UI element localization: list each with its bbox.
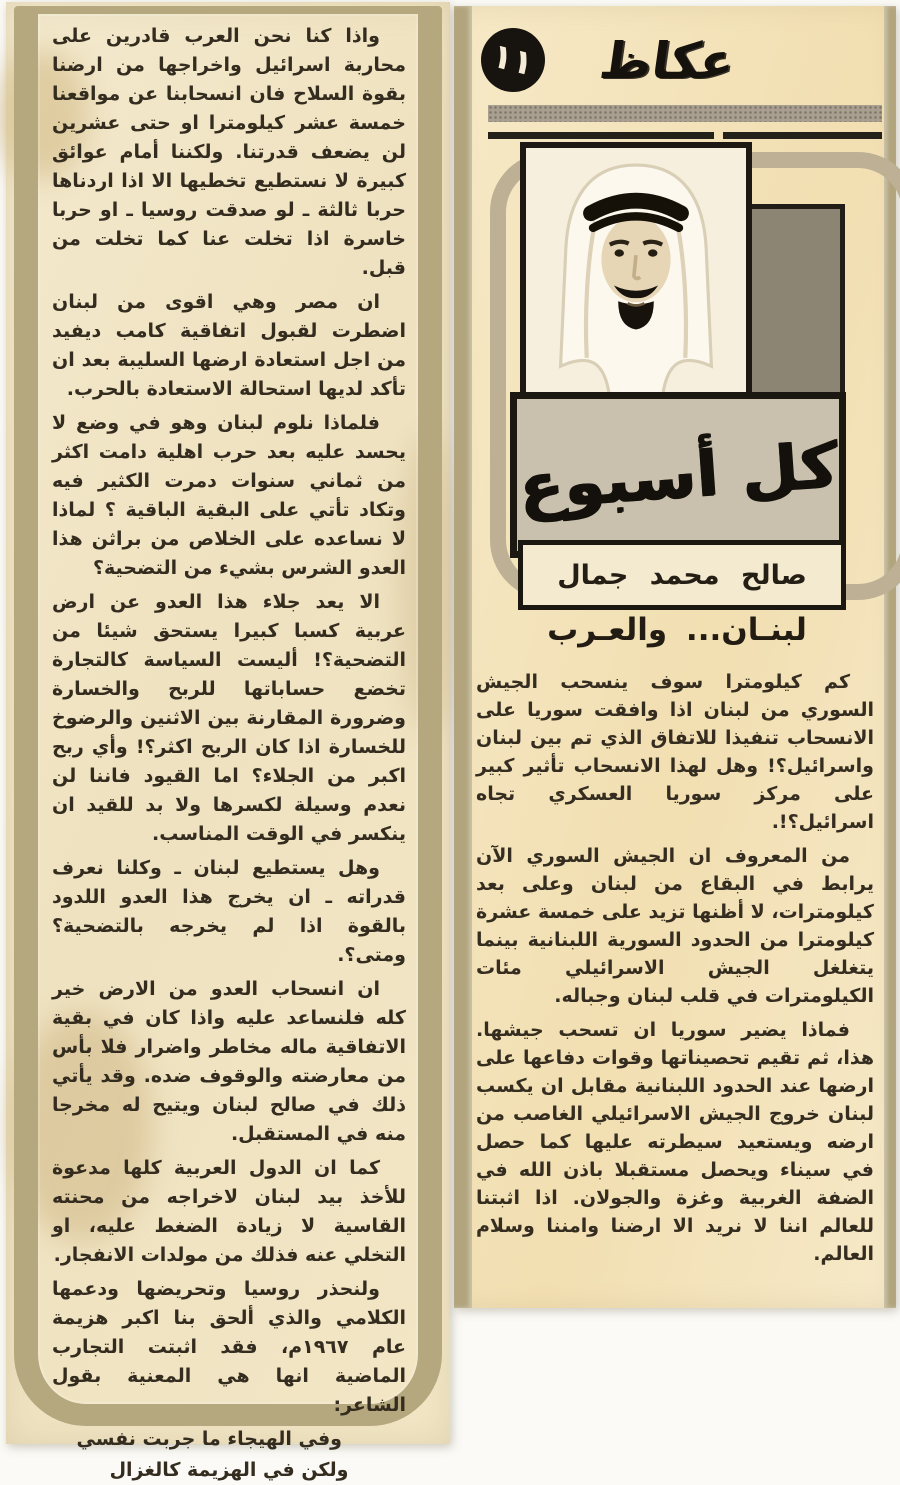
- eye-right: [615, 249, 624, 256]
- right-clipping: [454, 6, 896, 1308]
- article-paragraph: فلماذا نلوم لبنان وهو في وضع لا يحسد عليه بعد حرب اهلية دامت اكثر من ثماني سنوات دمرت الكثير فيه وتكاد تأتي على البقية الباقية ؟ لماذا لا نساعده على الخلاص من براثن هذا العدو الشرس بشيء من التضحية؟: [52, 412, 406, 579]
- article-paragraph: الا يعد جلاء هذا العدو عن ارض عربية كسبا كبيرا يستحق شيئا من التضحية؟! أليست السياسة كالتجارة تخضع حساباتها للربح والخسارة وضرورة المقارنة بين الاثنين والرضوخ للخسارة اذا كان الربح اكثر؟! وأي ربح اكبر من الجلاء؟ اما القيود فاننا لن نعدم وسيلة لكسرها ولا بد للقيد ان ينكسر في الوقت المناسب.: [52, 591, 406, 845]
- page-number-badge: [481, 28, 545, 92]
- weekly-column-box: [510, 392, 846, 558]
- article-paragraph: من المعروف ان الجيش السوري الآن يرابط في البقاع من لبنان وعلى بعد كيلومترات، لا أظنها تزيد على خمسة عشرة كيلومترا من الحدود السورية اللبنانية بينما يتغلغل الجيش الاسرائيلي مئات الكيلومترات في قلب لبنان وجباله.: [476, 845, 874, 1007]
- newspaper-logo: عكاظ: [596, 32, 739, 90]
- author-portrait: [520, 142, 752, 406]
- byline-text: صالح محمد جمال: [557, 559, 807, 591]
- article-paragraph: وهل يستطيع لبنان ـ وكلنا نعرف قدراته ـ ان يخرج هذا العدو اللدود بالقوة اذا لم يخرجه بالتضحية؟ ومتى؟.: [52, 857, 406, 966]
- article-paragraph: ان مصر وهي اقوى من لبنان اضطرت لقبول اتفاقية كامب ديفيد من اجل استعادة ارضها السليبة بعد ان تأكد لديها استحالة الاستعادة بالحرب.: [52, 291, 406, 400]
- eye-left: [648, 249, 657, 256]
- weekly-column-title: كل أسبوع: [515, 427, 841, 523]
- poetry-verse-line: ولكن في الهزيمة كالغزال: [109, 1459, 349, 1481]
- left-article-text: [52, 22, 406, 1485]
- byline-box: [518, 540, 846, 610]
- article-paragraph: ان انسحاب العدو من الارض خير كله فلنساعد عليه واذا كان في بقية الاتفاقية ماله مخاطر واضرار فلا بأس من معارضته والوقوف ضده. وقد يأتي ذلك في صالح لبنان ويتيح له مخرجا منه في المستقبل.: [52, 978, 406, 1145]
- author-portrait-illustration: [526, 148, 746, 400]
- article-paragraph: كما ان الدول العربية كلها مدعوة للأخذ بيد لبنان لاخراجه من محنته القاسية لا زيادة الضغط عليه، او التخلي عنه فذلك من مولدات الانفجار.: [52, 1157, 406, 1266]
- page-number: ١١: [488, 35, 538, 85]
- article-paragraph: كم كيلومترا سوف ينسحب الجيش السوري من لبنان اذا وافقت سوريا على الانسحاب تنفيذا للاتفاق الذي تم بين لبنان واسرائيل؟! وهل لهذا الانسحاب تأثير كبير على مركز سوريا العسكري تجاه اسرائيل؟!.: [476, 671, 874, 833]
- article-paragraph: فماذا يضير سوريا ان تسحب جيشها. هذا، ثم تقيم تحصيناتها وقوات دفاعها على ارضها عند الحدود اللبنانية مقابل ان يكسب لبنان خروج الجيش الاسرائيلي الغاصب من ارضه ويستعيد سيطرته عليها كما حصل في سيناء ويحصل مستقبلا باذن الله في الضفة الغربية وغزة والجولان. اذا اثبتنا للعالم اننا لا نريد الا ارضنا وامننا وسلام العالم.: [476, 1019, 874, 1265]
- halftone-band: [488, 105, 882, 122]
- border-strip-left: [454, 6, 472, 1308]
- left-clipping: [6, 2, 450, 1481]
- right-article-text: [476, 668, 874, 1274]
- article-paragraph: ولنحذر روسيا وتحريضها ودعمها الكلامي والذي ألحق بنا اكبر هزيمة عام ١٩٦٧م، فقد اثبتت التجارب الماضية انها هي المعنية بقول الشاعر:: [52, 1278, 406, 1416]
- poetry-verse-line: وفي الهيجاء ما جربت نفسي: [76, 1428, 342, 1450]
- article-paragraph: واذا كنا نحن العرب قادرين على محاربة اسرائيل واخراجها من ارضنا بقوة السلاح فان انسحابنا عن مواقعنا خمسة عشر كيلومترا او حتى عشرين لن يضعف قدرتنا. ولكننا أمام عوائق كبيرة لا نستطيع تخطيها الا اذا اردناها حربا ثالثة ـ لو صدقت روسيا ـ او حربا خاسرة اذا تخلت عنا كما تخلت من قبل.: [52, 25, 406, 279]
- header-rule: [488, 132, 882, 139]
- article-title: لبنـان... والعـرب: [547, 612, 807, 648]
